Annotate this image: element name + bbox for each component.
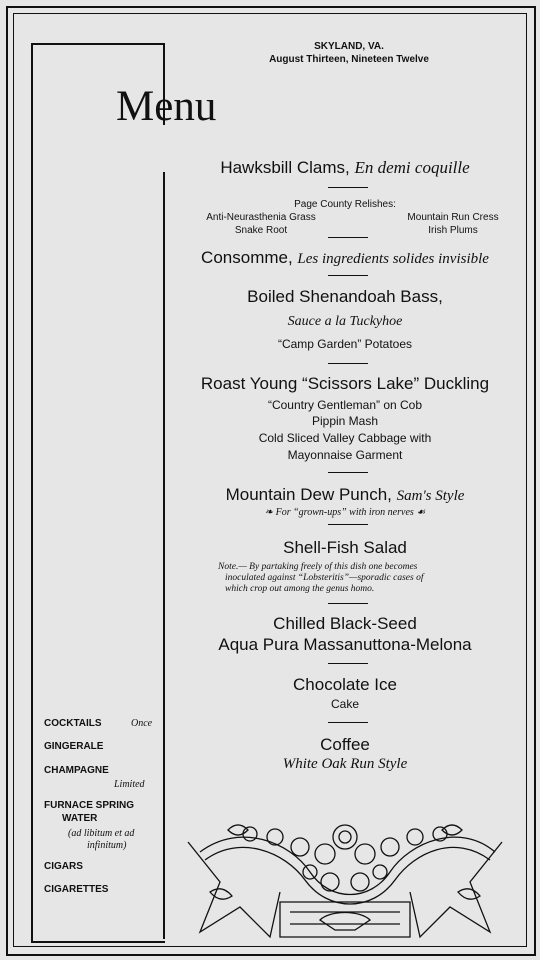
salad-note-line: Note.— By partaking freely of this dish one becomes bbox=[218, 562, 418, 572]
relishes-heading: Page County Relishes: bbox=[294, 199, 396, 210]
beverage-gingerale: GINGERALE bbox=[44, 741, 104, 752]
course-bass-name: Boiled Shenandoah Bass, bbox=[247, 287, 443, 306]
beverage-champagne: CHAMPAGNE bbox=[44, 765, 109, 776]
course-melon-line1: Chilled Black-Seed bbox=[273, 614, 417, 633]
course-duckling-side: Pippin Mash bbox=[311, 414, 379, 428]
course-dessert-side: Cake bbox=[330, 697, 359, 711]
divider bbox=[328, 237, 368, 238]
course-clams bbox=[170, 157, 520, 178]
location: SKYLAND, VA. bbox=[314, 41, 384, 52]
course-consomme-style: Les ingredients solides invisible bbox=[297, 251, 489, 267]
relish-item: Mountain Run Cress bbox=[407, 212, 499, 223]
menu-title: Menu bbox=[116, 83, 217, 130]
course-punch-name: Mountain Dew Punch, bbox=[225, 485, 392, 504]
beverage-champagne-note: Limited bbox=[114, 779, 145, 790]
divider bbox=[328, 275, 368, 276]
course-duckling-name: Roast Young “Scissors Lake” Duckling bbox=[200, 374, 490, 393]
course-coffee-name: Coffee bbox=[320, 735, 370, 754]
punch-note-line bbox=[170, 507, 520, 518]
beverage-cocktails: COCKTAILS bbox=[44, 718, 102, 729]
beverage-cigarettes: CIGARETTES bbox=[44, 884, 109, 895]
course-clams-name: Hawksbill Clams, bbox=[220, 158, 350, 177]
course-coffee-style: White Oak Run Style bbox=[282, 756, 408, 772]
beverage-water-note: (ad libitum et ad bbox=[68, 828, 135, 839]
beverage-cocktails-note: Once bbox=[131, 718, 153, 729]
course-melon-line2: Aqua Pura Massanuttona-Melona bbox=[218, 635, 472, 654]
date: August Thirteen, Nineteen Twelve bbox=[269, 54, 429, 65]
beverage-water-line2: WATER bbox=[62, 813, 98, 824]
divider bbox=[328, 603, 368, 604]
leaf-ornament-icon: ❧ bbox=[264, 507, 274, 518]
course-bass-side: “Camp Garden” Potatoes bbox=[277, 337, 413, 351]
salad-note-line: which crop out among the genus homo. bbox=[225, 584, 375, 594]
relish-item: Irish Plums bbox=[428, 225, 478, 236]
side-panel-divider-bottom bbox=[163, 172, 165, 939]
relish-item: Anti-Neurasthenia Grass bbox=[206, 212, 316, 223]
course-salad-name: Shell-Fish Salad bbox=[283, 538, 407, 557]
course-duckling-side: Cold Sliced Valley Cabbage with bbox=[258, 431, 432, 445]
beverage-water-line1: FURNACE SPRING bbox=[44, 800, 135, 811]
course-consomme-name: Consomme, bbox=[201, 248, 293, 267]
course-bass-sauce: Sauce a la Tuckyhoe bbox=[287, 314, 403, 329]
course-punch bbox=[170, 484, 520, 507]
divider bbox=[328, 472, 368, 473]
divider bbox=[328, 363, 368, 364]
course-duckling-side: “Country Gentleman” on Cob bbox=[267, 398, 423, 412]
floral-garland-icon bbox=[180, 812, 510, 947]
divider bbox=[328, 663, 368, 664]
course-dessert-name: Chocolate Ice bbox=[293, 675, 397, 694]
leaf-ornament-icon: ☙ bbox=[416, 507, 426, 518]
divider bbox=[328, 187, 368, 188]
divider bbox=[328, 722, 368, 723]
course-duckling-side: Mayonnaise Garment bbox=[287, 448, 403, 462]
relish-item: Snake Root bbox=[234, 225, 288, 236]
course-clams-style: En demi coquille bbox=[354, 158, 470, 177]
salad-note-line: inoculated against “Lobsteritis”—sporadic cases of bbox=[225, 573, 424, 583]
course-consomme bbox=[170, 247, 520, 270]
divider bbox=[328, 524, 368, 525]
beverage-cigars: CIGARS bbox=[44, 861, 83, 872]
course-punch-style: Sam's Style bbox=[396, 488, 465, 504]
beverage-water-note: infinitum) bbox=[87, 840, 127, 851]
punch-note: For “grown-ups” with iron nerves bbox=[275, 507, 414, 518]
